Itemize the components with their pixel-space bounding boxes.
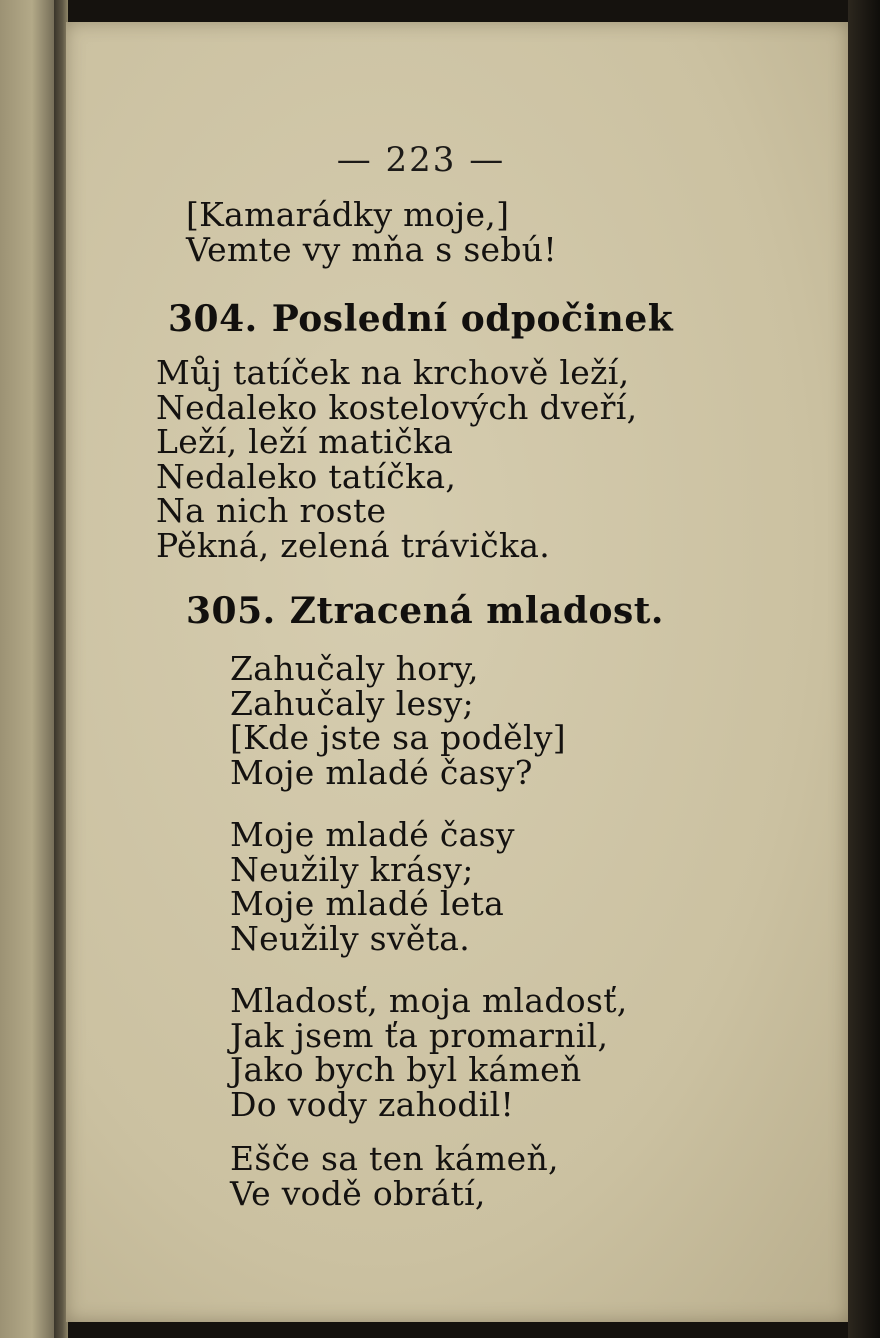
verse-line: Na nich roste <box>156 491 387 530</box>
verse-line: [Kamarádky moje,] <box>186 195 510 234</box>
song-305-stanza-4 <box>230 1139 559 1213</box>
song-305-stanza-1 <box>230 649 566 792</box>
background-edge <box>848 0 880 1338</box>
verse-line: Mladosť, moja mladosť, <box>230 981 628 1020</box>
verse-line: Zahučaly lesy; <box>230 683 474 723</box>
page-number: — 223 — <box>336 140 506 180</box>
verse-line: [Kde jste sa poděly] <box>230 718 566 757</box>
song-305-stanza-3 <box>230 981 628 1124</box>
verse-line: Do vody zahodil! <box>230 1084 515 1124</box>
verse-line: Moje mladé leta <box>230 884 505 923</box>
verse-line: Nedaleko kostelových dveří, <box>156 387 638 427</box>
verse-line: Moje mladé časy <box>230 815 515 854</box>
song-title: Ztracená mladost. <box>289 590 664 632</box>
verse-line: Zahučaly hory, <box>230 649 479 688</box>
song-304-stanza-1 <box>156 353 638 565</box>
verse-line: Neužily krásy; <box>230 849 474 889</box>
verse-line: Moje mladé časy? <box>230 752 533 792</box>
verse-line: Neužily světa. <box>230 918 471 958</box>
song-305-stanza-2 <box>230 815 515 958</box>
song-heading-305 <box>186 590 664 632</box>
verse-line: Jako bych byl kámeň <box>230 1050 582 1089</box>
verse-line: Nedaleko tatíčka, <box>156 456 457 496</box>
verse-line: Jak jsem ťa promarnil, <box>230 1015 609 1055</box>
book-page <box>66 22 848 1322</box>
verse-line: Ve vodě obrátí, <box>230 1173 486 1213</box>
previous-page-edge <box>0 0 58 1338</box>
verse-line: Ešče sa ten kámeň, <box>230 1139 559 1178</box>
verse-line: Vemte vy mňa s sebú! <box>186 229 557 269</box>
song-title: Poslední odpočinek <box>271 298 674 340</box>
verse-line: Můj tatíček na krchově leží, <box>156 353 630 392</box>
song-number: 305. <box>186 590 276 632</box>
intro-verse <box>186 195 557 269</box>
verse-line: Pěkná, zelená trávička. <box>156 525 551 565</box>
song-number: 304. <box>168 298 258 340</box>
verse-line: Leží, leží matička <box>156 422 454 461</box>
song-heading-304 <box>168 298 673 340</box>
